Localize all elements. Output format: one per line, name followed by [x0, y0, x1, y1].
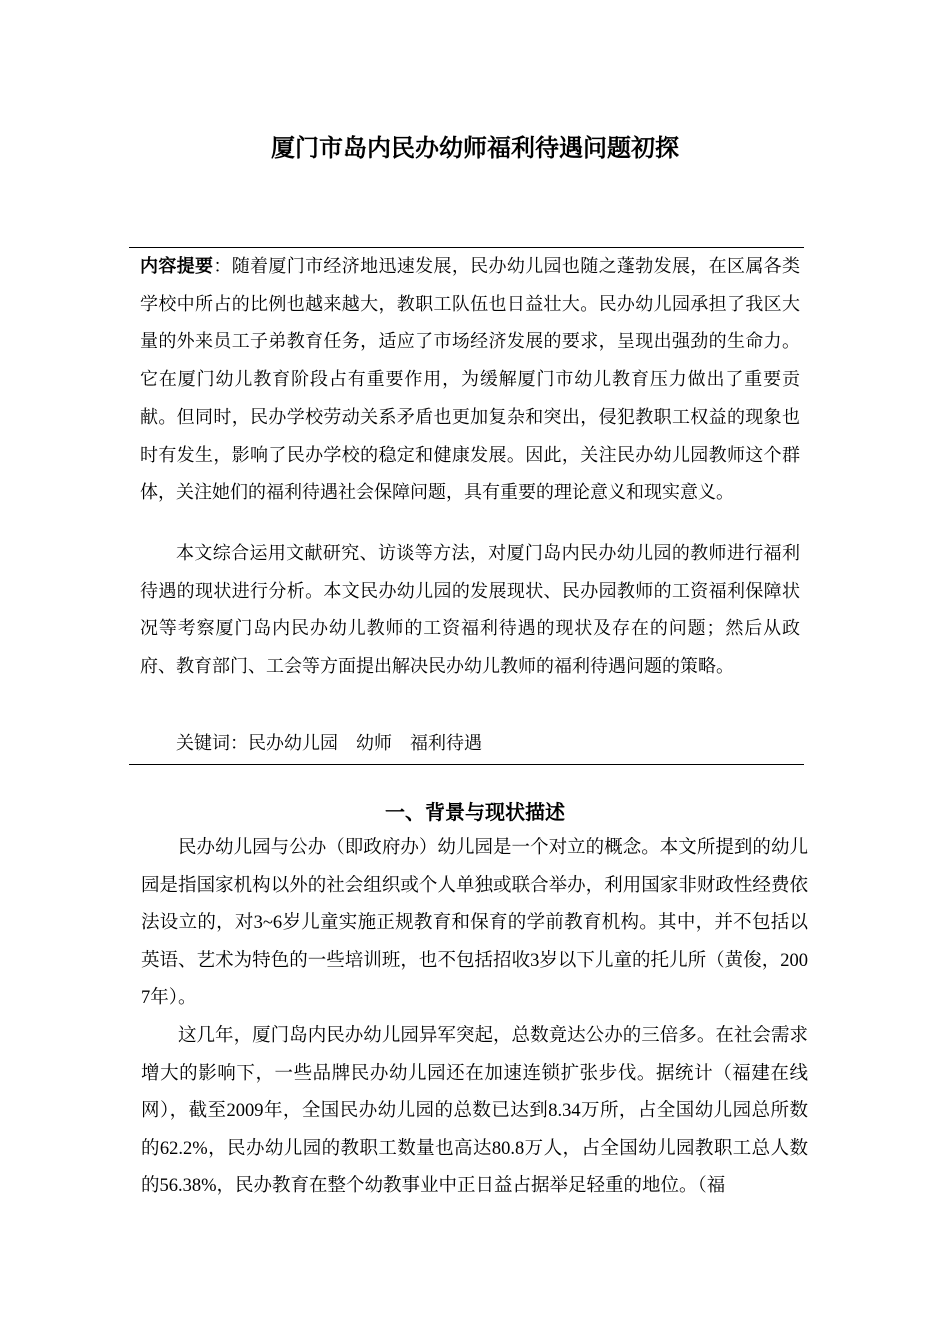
- keywords-line: 关键词：民办幼儿园 幼师 福利待遇: [176, 733, 482, 754]
- abstract-paragraph-2: 本文综合运用文献研究、访谈等方法，对厦门岛内民办幼儿园的教师进行福利待遇的现状进行分析。本文民办幼儿园的发展现状、民办园教师的工资福利保障状况等考察厦门岛内民办幼儿教师的工资福利待遇的现状及存在的问题；然后从政府、教育部门、工会等方面提出解决民办幼儿教师的福利待遇问题的策略。: [140, 543, 800, 678]
- abstract-paragraph-1-text: ：随着厦门市经济地迅速发展，民办幼儿园也随之蓬勃发展，在区属各类学校中所占的比例也越来越大，教职工队伍也日益壮大。民办幼儿园承担了我区大量的外来员工子弟教育任务，适应了市场经济发展的要求，呈现出强劲的生命力。它在厦门幼儿教育阶段占有重要作用，为缓解厦门市幼儿教育压力做出了重要贡献。但同时，民办学校劳动关系矛盾也更加复杂和突出，侵犯教职工权益的现象也时有发生，影响了民办学校的稳定和健康发展。因此，关注民办幼儿园教师这个群体，关注她们的福利待遇社会保障问题，具有重要的理论意义和现实意义。: [140, 256, 801, 504]
- section-heading: 一、背景与现状描述: [385, 800, 565, 824]
- abstract-paragraph-1: [140, 248, 800, 512]
- body-paragraph-2: 这几年，厦门岛内民办幼儿园异军突起，总数竟达公办的三倍多。在社会需求增大的影响下，一些品牌民办幼儿园还在加速连锁扩张步伐。据统计（福建在线网），截至2009年，全国民办幼儿园的总数已达到8.34万所，占全国幼儿园总所数的62.2%，民办幼儿园的教职工数量也高达80.8万人，占全国幼儿园教职工总人数的56.38%，民办教育在整个幼教事业中正日益占据举足轻重的地位。（福: [141, 1026, 808, 1197]
- abstract-box: [129, 247, 804, 765]
- body-paragraph-1: 民办幼儿园与公办（即政府办）幼儿园是一个对立的概念。本文所提到的幼儿园是指国家机构以外的社会组织或个人单独或联合举办，利用国家非财政性经费依法设立的，对3~6岁儿童实施正规教育和保育的学前教育机构。其中，并不包括以英语、艺术为特色的一些培训班，也不包括招收3岁以下儿童的托儿所（黄俊，2007年）。: [141, 838, 808, 1009]
- abstract-label: 内容提要: [140, 256, 214, 277]
- document-title: 厦门市岛内民办幼师福利待遇问题初探: [271, 134, 679, 162]
